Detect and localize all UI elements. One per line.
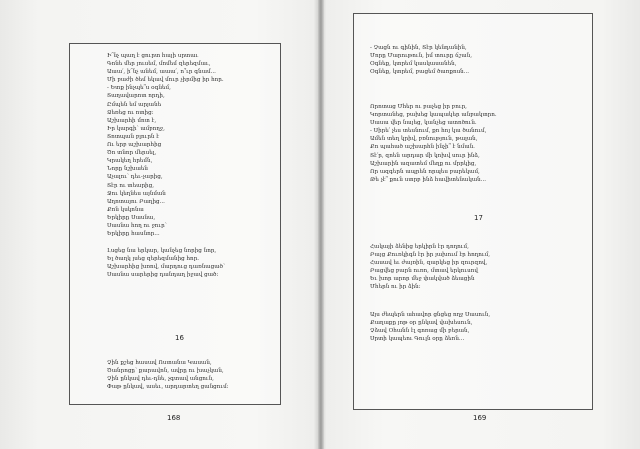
poem-line: Սասնա սարերից դանդաղ իջավ ցած: — [107, 272, 219, 279]
poem-line: Տէ՛ր, զոեն արդար մի կոխվ սուր ինձ, — [370, 152, 480, 159]
right-page — [324, 0, 640, 449]
poem-line: Չձավ Օհանն էլ գոռաց մի բերան, — [370, 328, 470, 335]
poem-line: Ձեռեց ու ոտից: — [107, 109, 154, 116]
poem-line: Սասնա հող ու ջուր՝ — [107, 222, 167, 229]
poem-stanza — [107, 359, 229, 391]
poem-line: Ըմպեն եմ արյանե — [107, 101, 162, 108]
poem-line: Աաա՛, ի՜նչ անեմ, աաա՛, ո՞ւր գնամ... — [107, 69, 216, 76]
poem-line: Ել ծաղկ յսեց զերեզմանից հոր. — [107, 256, 200, 263]
poem-number: 17 — [474, 214, 483, 222]
poem-line: Երկիրը Սասնա, — [107, 214, 156, 221]
page-folio: 169 — [473, 414, 487, 422]
poem-line: Բայց Քուռկիգն էր իր յախում էր հողում, — [370, 252, 491, 259]
poem-line: Տաղավարոտ որդի, — [107, 93, 165, 100]
poem-line: Տէր ու տեարից, — [107, 182, 154, 189]
poem-line: Օգնեք, կտրեմ կասկասանեն, — [370, 61, 457, 68]
poem-line: Լսցեց նա երկար, կանչեց նորից նոր, — [107, 248, 217, 254]
poem-line: Քոն կսկոնա — [107, 206, 144, 213]
poem-line: Կրակեղ հրեմն, — [107, 158, 153, 165]
poem-line: Աշխարհի մոտ է, — [107, 117, 157, 124]
poem-line: Չին քշեց հասավ Ոստանա Կասան, — [107, 360, 212, 366]
poem-line: Այս ժեպերն ահավոր ցնցեց ողջ Սասուն, — [370, 312, 491, 318]
poem-line: Որ ազգերն ապրեն որպես բարեկամ, — [370, 168, 480, 175]
poem-line: Երկիրը հասնոր... — [107, 231, 160, 238]
poem-line: Քո պահած աշխարհն ինչի՞ է նման. — [370, 144, 475, 151]
poem-line: Մորը Մարութուն, իմ տուրը ճշան, — [370, 53, 472, 60]
poem-line: Եւ խոր արոր մեջ փակված ձեացին — [370, 276, 475, 283]
poem-stanza — [370, 243, 490, 292]
page-folio: 168 — [167, 414, 181, 422]
poem-line: Աչալու՝ դեւ-չարից, — [107, 174, 163, 181]
poem-line: Մհերն ու իր ձին: — [370, 284, 421, 291]
poem-line: Ի՜նչ պաղ է ցուրտ հայի սրտաւ — [107, 53, 199, 59]
poem-stanza — [370, 311, 490, 343]
poem-line: Հասավ եւ ժայռին, զարկեց իր զուրզով, — [370, 260, 488, 267]
poem-line: Թե չէ՞ քուն ստրբ ինձ հավիտենական... — [370, 176, 487, 183]
poem-line: Բացվեց բարն ուռո, մտավ երկուսով — [370, 268, 478, 275]
poem-stanza — [107, 247, 225, 279]
poem-line: - Սիրե՛ չես տեսնում, քո հոյ կա ծանում, — [370, 128, 487, 135]
poem-line: Գոնե մեր յուսեմ, մոմեմ զերեզմաւ, — [107, 61, 211, 68]
poem-stanza — [370, 44, 472, 76]
poem-line: - Ետք ինչպե՞ս օգնեմ, — [107, 85, 171, 92]
poem-line: Աշխարին ազատեմ մեղք ու մրրկից, — [370, 160, 477, 167]
poem-line: Օգնեք, կտրեմ, բացեմ ծառքոսն... — [370, 69, 470, 76]
left-page — [0, 0, 318, 449]
poem-line: Փաթ ընկավ, ասեւ, արդարտեղ ցանցում: — [107, 384, 229, 391]
poem-line: Ջու կեղնես այնման — [107, 190, 166, 197]
poem-line: Նորը նշխաեն — [107, 166, 148, 173]
poem-line: - Չացն ու գինին, Տէր կենդանին, — [370, 45, 467, 51]
poem-line: Աշխարհից խռով, մարդուց դառնացած՝ — [107, 264, 225, 271]
poem-line: Հակայի ձենից երկիրն էր դողում, — [370, 244, 469, 250]
poem-line: Ամեն տեղ կրիվ, բռնություն, թալան, — [370, 136, 478, 143]
poem-line: Աղոտայու Բաղից... — [107, 198, 165, 205]
poem-line: Ու երբ աշխարհից — [107, 142, 162, 149]
poem-line: Որոտաց Մհեր ու բաչեց իր բուր, — [370, 104, 467, 110]
poem-line: Սրտի կապեու Գուլն օրը ձեռն... — [370, 336, 465, 343]
poem-line: Քաղաքը յոթ օր ընկավ վախեսուն, — [370, 320, 473, 327]
poem-line: Տոտպան բլուրն է — [107, 133, 160, 140]
poem-line: Կորտանեց, բախեց կապակեր անբակտրո. — [370, 112, 497, 119]
poem-line: Չին ընկավ դեւ-դնե, չգտավ անցուն, — [107, 376, 214, 383]
poem-line: Սասա վեր նայեց, կանչեց ատոծուն. — [370, 120, 477, 127]
poem-line: Ծո տնոր մերսել, — [107, 150, 157, 157]
poem-stanza — [370, 103, 497, 184]
poem-line: Մի բաժի ծեմ եկավ մուր չիրմից իր հոր. — [107, 77, 224, 84]
poem-stanza — [107, 52, 224, 238]
poem-line: Ծանրոցը՝ քարավոն, ավրը ու խաչկան, — [107, 368, 224, 375]
poem-line: Իր կարգի՝ ամբողջ, — [107, 125, 165, 132]
poem-number: 16 — [175, 334, 184, 342]
